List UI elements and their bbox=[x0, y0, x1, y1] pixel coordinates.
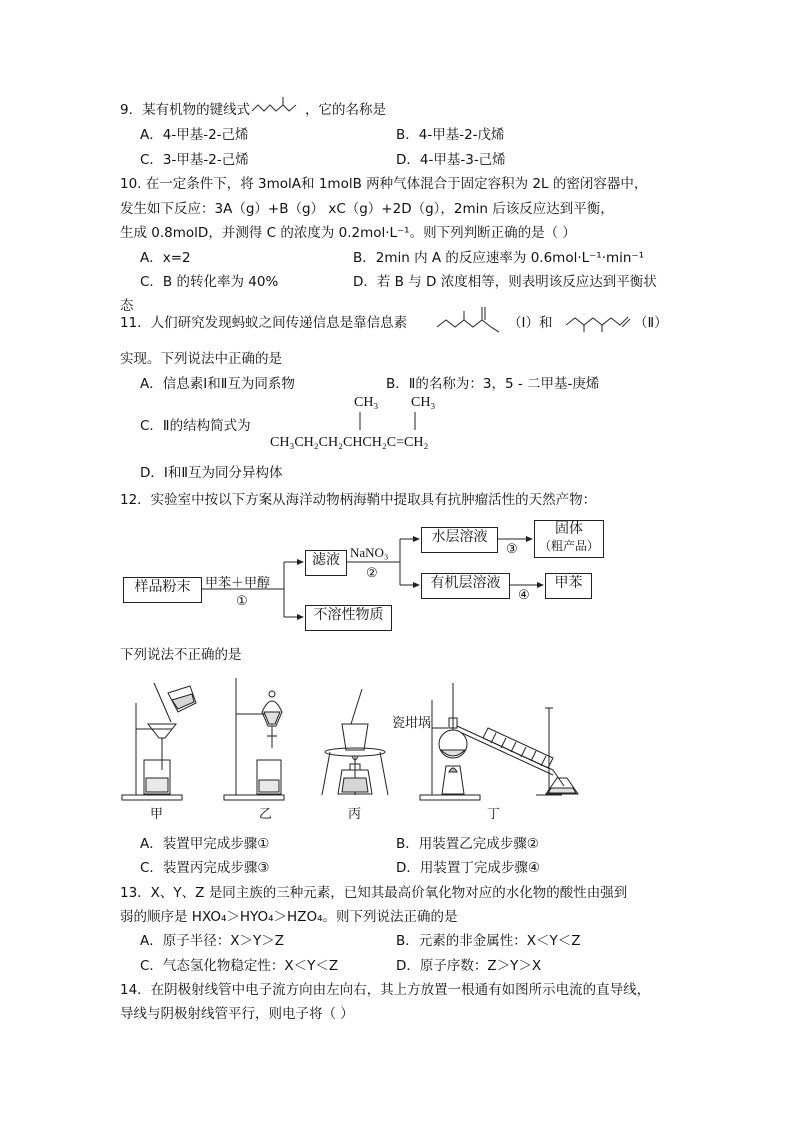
q9-stem-end: ，它的名称是 bbox=[305, 102, 386, 118]
q11-option-a: A．信息素Ⅰ和Ⅱ互为同系物 bbox=[140, 376, 295, 392]
apparatus-ding-distillation bbox=[420, 683, 578, 800]
q13-option-c: C．气态氢化物稳定性：X＜Y＜Z bbox=[140, 958, 339, 974]
q9-option-b: B．4-甲基-2-戊烯 bbox=[396, 127, 505, 143]
apparatus-bing-crucible-heating bbox=[322, 689, 388, 795]
flow-filtrate: 滤液 bbox=[305, 550, 347, 576]
flow-toluene: 甲苯 bbox=[545, 573, 592, 599]
q12-option-d: D．用装置丁完成步骤④ bbox=[396, 860, 540, 876]
apparatus-crucible-label: 瓷坩埚 bbox=[392, 715, 432, 730]
q11-stem-start: 11．人们研究发现蚂蚁之间传递信息是靠信息素 bbox=[120, 315, 408, 331]
q12-option-c: C．装置丙完成步骤③ bbox=[140, 860, 270, 876]
q12-stem: 12．实验室中按以下方案从海洋动物柄海鞘中提取具有抗肿瘤活性的天然产物： bbox=[120, 492, 597, 508]
q9-option-a: A．4-甲基-2-己烯 bbox=[140, 127, 249, 143]
q11-c-ch3-2: CH₃ bbox=[411, 395, 436, 410]
q11-pheromone-2-formula bbox=[566, 303, 632, 333]
apparatus-label-ding: 丁 bbox=[487, 806, 501, 821]
q13-line-2: 弱的顺序是 HXO₄＞HYO₄＞HZO₄。则下列说法正确的是 bbox=[120, 909, 458, 925]
q9-skeletal-formula bbox=[252, 97, 304, 119]
flow-sample-powder: 样品粉末 bbox=[123, 577, 202, 603]
q11-option-b: B．Ⅱ的名称为：3，5 - 二甲基-庚烯 bbox=[386, 376, 600, 392]
apparatus-label-bing: 丙 bbox=[348, 806, 362, 821]
q13-option-b: B．元素的非金属性：X＜Y＜Z bbox=[396, 933, 581, 949]
flow-solid-label: 固体 bbox=[555, 522, 583, 537]
q11-pheromone-1-formula bbox=[437, 303, 501, 335]
flow-organic-layer: 有机层溶液 bbox=[421, 573, 510, 599]
apparatus-jia-filtration bbox=[122, 683, 196, 800]
q10-option-b: B．2min 内 A 的反应速率为 0.6mol·L⁻¹·min⁻¹ bbox=[353, 250, 644, 266]
q11-c-formula: CH₃CH₂CH₂CHCH₂C=CH₂ bbox=[270, 435, 429, 450]
q12-option-a: A．装置甲完成步骤① bbox=[140, 836, 270, 852]
flow-step-3: ③ bbox=[506, 541, 518, 556]
apparatus-yi-separatory-funnel bbox=[224, 678, 284, 800]
q10-line-1: 10. 在一定条件下，将 3molA和 1molB 两种气体混合于固定容积为 2L 的密闭容器中， bbox=[120, 176, 648, 192]
q14-line-2: 导线与阴极射线管平行，则电子将（ ） bbox=[120, 1006, 354, 1022]
q11-stem-end: （Ⅱ） bbox=[634, 315, 668, 331]
q9-option-d: D．4-甲基-3-己烯 bbox=[396, 152, 506, 168]
q11-option-c: C．Ⅱ的结构简式为 bbox=[140, 418, 251, 434]
flow-solid-product bbox=[534, 520, 604, 558]
q12-prompt: 下列说法不正确的是 bbox=[120, 647, 242, 663]
q10-line-3: 生成 0.8molD，并测得 C 的浓度为 0.2mol·L⁻¹。则下列判断正确的是（ ） bbox=[120, 225, 576, 241]
q10-option-a: A．x=2 bbox=[140, 250, 191, 266]
flow-aqueous-layer: 水层溶液 bbox=[421, 527, 498, 553]
q10-option-c: C．B 的转化率为 40% bbox=[140, 274, 279, 290]
q11-line-2: 实现。下列说法中正确的是 bbox=[120, 351, 282, 367]
flow-reagent-1: 甲苯＋甲醇 bbox=[205, 575, 271, 590]
q9-option-c: C．3-甲基-2-己烯 bbox=[140, 152, 249, 168]
q9-stem-start: 9．某有机物的键线式 bbox=[120, 102, 251, 118]
q13-line-1: 13．X、Y、Z 是同主族的三种元素，已知其最高价氧化物对应的水化物的酸性由强到 bbox=[120, 885, 628, 901]
flow-solid-note: （粗产品） bbox=[538, 539, 599, 553]
flow-insoluble: 不溶性物质 bbox=[305, 605, 392, 631]
q14-line-1: 14．在阴极射线管中电子流方向由左向右，其上方放置一根通有如图所示电流的直导线， bbox=[120, 982, 651, 998]
q10-option-d: D．若 B 与 D 浓度相等，则表明该反应达到平衡状 bbox=[353, 274, 657, 290]
q12-option-b: B．用装置乙完成步骤② bbox=[396, 836, 539, 852]
q10-line-2: 发生如下反应：3A（g）+B（g） xC（g）+2D（g），2min 后该反应达到平衡， bbox=[120, 201, 614, 217]
flow-reagent-2: NaNO₃ bbox=[350, 545, 389, 560]
flow-step-2: ② bbox=[366, 565, 378, 580]
q13-option-a: A．原子半径：X＞Y＞Z bbox=[140, 933, 284, 949]
apparatus-label-yi: 乙 bbox=[259, 806, 273, 821]
q11-stem-middle: （Ⅰ）和 bbox=[508, 315, 553, 331]
flow-step-4: ④ bbox=[518, 587, 530, 602]
apparatus-label-jia: 甲 bbox=[150, 806, 164, 821]
q13-option-d: D．原子序数：Z＞Y＞X bbox=[396, 958, 542, 974]
flow-step-1: ① bbox=[236, 593, 248, 608]
q11-c-ch3-1: CH₃ bbox=[354, 395, 379, 410]
q10-option-d-cont: 态 bbox=[120, 298, 134, 314]
q12-apparatus-illustrations bbox=[0, 0, 1, 1]
q11-option-d: D．Ⅰ和Ⅱ互为同分异构体 bbox=[140, 465, 283, 481]
